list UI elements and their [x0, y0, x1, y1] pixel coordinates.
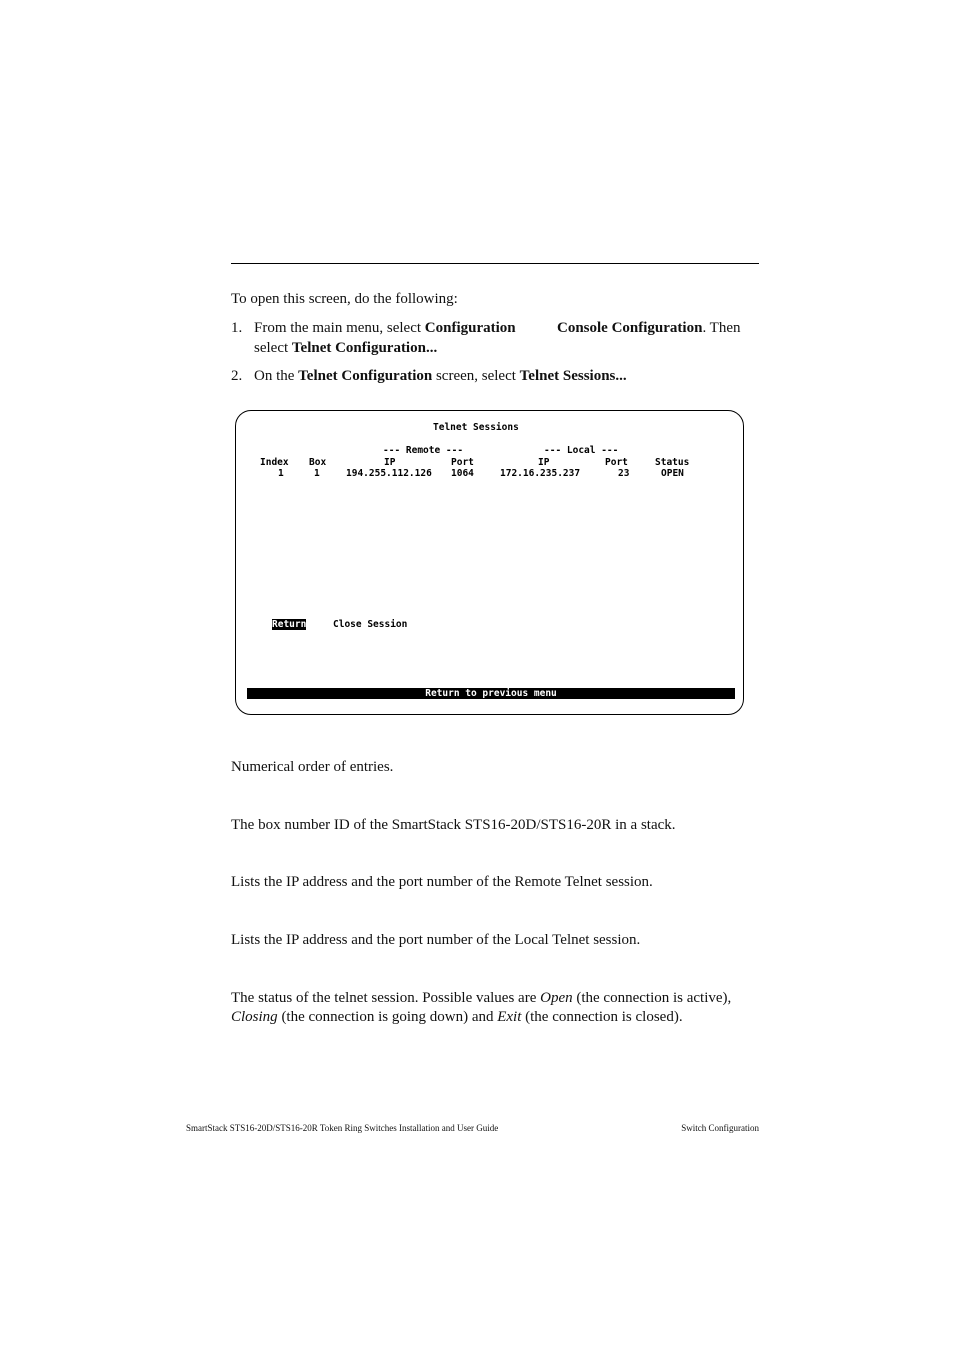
terminal-screen: [235, 410, 744, 715]
step-1-text: From the main menu, select: [254, 320, 425, 336]
step-2-menu-telnet-configuration: Telnet Configuration: [298, 368, 433, 384]
step-1-menu-configuration: Configuration: [424, 320, 516, 336]
desc-index: Numerical order of entries.: [231, 759, 394, 775]
footer-guide-title: SmartStack STS16-20D/STS16-20R Token Ring Switches Installation and User Guide: [186, 1123, 499, 1133]
desc-box: The box number ID of the SmartStack STS16-20D/STS16-20R in a stack.: [231, 817, 676, 833]
header-status: Status: [655, 457, 690, 468]
step-1-line-1b: [557, 319, 741, 338]
desc-status-line-2: [231, 1008, 683, 1027]
status-value-exit: Exit: [497, 1009, 522, 1025]
section-rule: [231, 263, 759, 264]
step-2-number: 2.: [231, 368, 243, 384]
step-1-line-1: [254, 319, 516, 338]
desc-local: Lists the IP address and the port number of the Local Telnet session.: [231, 932, 641, 948]
terminal-title: Telnet Sessions: [433, 422, 519, 433]
desc-status-text-3: (the connection is going down) and: [277, 1009, 498, 1025]
row-local-port: 23: [618, 468, 630, 479]
header-box: Box: [309, 457, 327, 468]
desc-status-text-2: (the connection is active),: [572, 990, 732, 1006]
status-bar: Return to previous menu: [247, 688, 735, 699]
step-1-line-2: [254, 339, 437, 358]
step-1-text-then: . Then: [702, 320, 741, 336]
header-local-ip: IP: [538, 457, 550, 468]
step-1-menu-telnet-configuration: Telnet Configuration...: [291, 340, 438, 356]
header-index: Index: [260, 457, 289, 468]
header-remote-ip: IP: [384, 457, 396, 468]
desc-remote: Lists the IP address and the port number of the Remote Telnet session.: [231, 874, 653, 890]
status-value-open: Open: [540, 990, 573, 1006]
header-remote-port: Port: [451, 457, 474, 468]
desc-status-text-4: (the connection is closed).: [521, 1009, 683, 1025]
intro-text: To open this screen, do the following:: [231, 291, 458, 307]
row-remote-port: 1064: [451, 468, 474, 479]
row-index: 1: [278, 468, 284, 479]
row-local-ip: 172.16.235.237: [500, 468, 581, 479]
row-status: OPEN: [661, 468, 684, 479]
footer-section: Switch Configuration: [681, 1123, 759, 1133]
step-1-text-select: select: [254, 340, 292, 356]
step-2-text-select: screen, select: [432, 368, 520, 384]
step-2-line: [254, 367, 627, 386]
return-button[interactable]: Return: [272, 619, 307, 630]
desc-status-text-1: The status of the telnet session. Possible values are: [231, 990, 541, 1006]
step-2-menu-telnet-sessions: Telnet Sessions...: [519, 368, 627, 384]
group-remote-label: --- Remote ---: [383, 445, 464, 456]
step-1-number: 1.: [231, 320, 243, 336]
step-1-menu-console-configuration: Console Configuration: [557, 320, 703, 336]
row-remote-ip: 194.255.112.126: [346, 468, 432, 479]
group-local-label: --- Local ---: [544, 445, 619, 456]
close-session-button[interactable]: Close Session: [333, 619, 408, 630]
header-local-port: Port: [605, 457, 628, 468]
row-box: 1: [314, 468, 320, 479]
status-value-closing: Closing: [231, 1009, 278, 1025]
desc-status-line-1: [231, 989, 731, 1008]
step-2-text: On the: [254, 368, 299, 384]
